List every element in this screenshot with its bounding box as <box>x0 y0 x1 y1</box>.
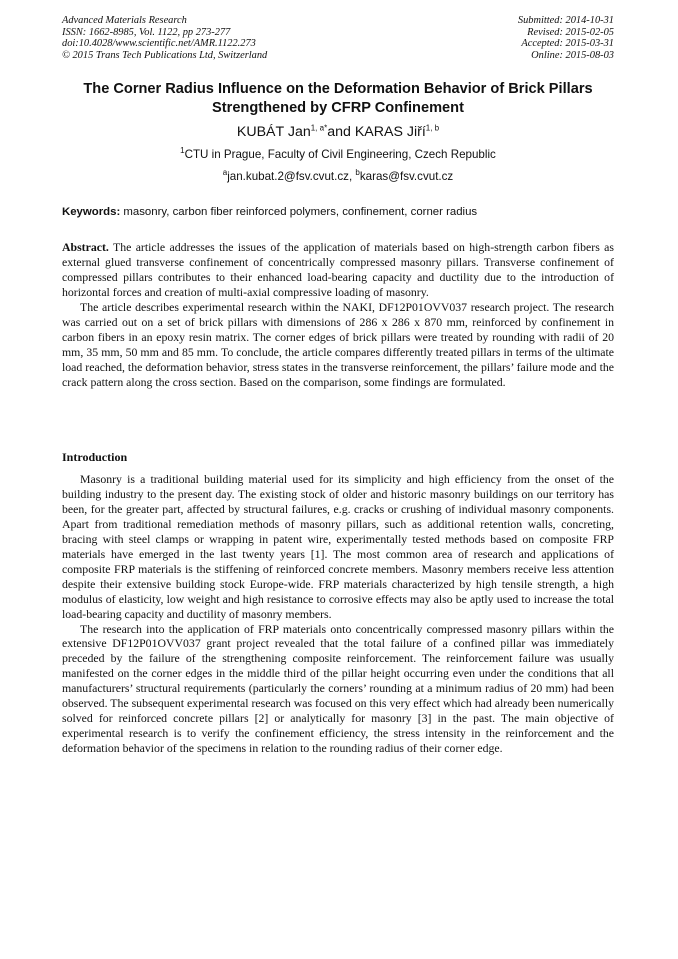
email-b: karas@fsv.cvut.cz <box>359 170 454 183</box>
author-emails <box>62 170 614 184</box>
submitted-date: Submitted: 2014-10-31 <box>517 15 614 26</box>
keywords-text: masonry, carbon fiber reinforced polymers, confinement, corner radius <box>123 206 478 218</box>
affiliation-text: CTU in Prague, Faculty of Civil Engineering, Czech Republic <box>184 148 496 161</box>
email-b-marker: b <box>355 168 360 178</box>
author-conjunction: and <box>327 124 351 140</box>
author-1-name: KUBÁT Jan <box>236 124 311 140</box>
abstract-paragraph-1 <box>62 240 614 300</box>
journal-doi: doi:10.4028/www.scientific.net/AMR.1122.273 <box>62 38 256 50</box>
keywords-label: Keywords: <box>62 206 121 218</box>
online-date: Online: 2015-08-03 <box>531 49 614 61</box>
revised-date: Revised: 2015-02-05 <box>527 26 614 38</box>
submission-dates <box>394 15 614 61</box>
keywords <box>62 205 614 219</box>
author-2-name: KARAS Jiří <box>354 124 426 140</box>
journal-info <box>62 15 382 61</box>
abstract-text-1: The article addresses the issues of the application of materials based on high-strength carbon fibers as external glued transverse confinement of concentrically compressed masonry pillars. Transverse confinement of compressed pillars contributes to their enhanced load-bearing capacity and ductility due to the introduction of horizontal forces and creation of multi-axial compressive loading of masonry. <box>62 240 614 299</box>
introduction-heading: Introduction <box>62 450 128 464</box>
abstract-paragraph-2: The article describes experimental research within the NAKI, DF12P01OVV037 research project. The research was carried out on a set of brick pillars with dimensions of 286 x 286 x 870 mm, reinforced by confinement in carbon fibers in an epoxy resin matrix. The corner edges of brick pillars were treated by rounding with radii of 20 mm, 35 mm, 50 mm and 85 mm. To conclude, the article compares differently treated pillars in terms of the ultimate load reached, the deformation behavior, stress states in the transverse reinforcement, the pillars’ failure mode and the crack pattern along the cross section. Based on the comparison, some findings are formulated. <box>62 299 614 389</box>
abstract-label: Abstract. <box>62 240 109 254</box>
journal-copyright: © 2015 Trans Tech Publications Ltd, Switzerland <box>62 49 268 61</box>
accepted-date: Accepted: 2015-03-31 <box>521 38 614 50</box>
introduction-paragraph-1: Masonry is a traditional building material used for its simplicity and high efficiency from the onset of the building industry to the present day. The existing stock of older and historic masonry buildings on our territory has been, for the greater part, affected by structural failures, e.g. cracks or crushing of individual masonry components. Apart from traditional remediation methods of masonry pillars, such as additional retention walls, concreting, bracing with steel clamps or wrapping in patent wire, experimentally tested methods based on composite FRP materials have emerged in the last twenty years [1]. The most common area of research and applications of composite FRP materials is the stiffening of reinforced concrete members. Masonry members receive less attention despite their extensive building stock Europe-wide. FRP materials characterized by high tensile strength, a high modulus of elasticity, low weight and high resistance to corrosive effects may also be aptly used to increase the total load-bearing capacity and ductility of masonry members. <box>62 472 614 621</box>
introduction-section <box>62 472 614 756</box>
affiliation-marker: 1 <box>180 146 185 156</box>
author-2-marker: 1, b <box>425 123 440 133</box>
journal-issn: ISSN: 1662-8985, Vol. 1122, pp 273-277 <box>62 26 231 38</box>
affiliation <box>62 148 614 162</box>
author-line <box>62 124 614 141</box>
introduction-paragraph-2: The research into the application of FRP materials onto concentrically compressed masonry pillars within the extensive DF12P01OVV037 grant project revealed that the total failure of a confined pillar was immediately preceded by the failure of the strengthening composite reinforcement. The reinforcement failure was usually manifested on the corner edges in the middle third of the pillar height occurring even under the conditions that all manufacturers’ structural requirements (particularly the corners’ rounding at a minimum radius of 20 mm) had been observed. The subsequent experimental research was focused on this very effect which had already been numerically solved for reinforced concrete pillars [2] or analytically for masonry [3] in the past. The main objective of experimental research is to verify the confinement efficiency, the stress intensity in the reinforcement and the deformation behavior of the specimens in relation to the rounding radius of their corner edge. <box>62 621 614 756</box>
abstract-section <box>62 240 614 390</box>
email-a-marker: a <box>222 168 228 178</box>
journal-name: Advanced Materials Research <box>62 15 187 26</box>
author-1-marker: 1, a* <box>310 123 328 133</box>
paper-title: The Corner Radius Influence on the Deformation Behavior of Brick Pillars Strengthened by CFRP Confinement <box>83 81 593 116</box>
email-a: jan.kubat.2@fsv.cvut.cz, <box>227 170 353 183</box>
